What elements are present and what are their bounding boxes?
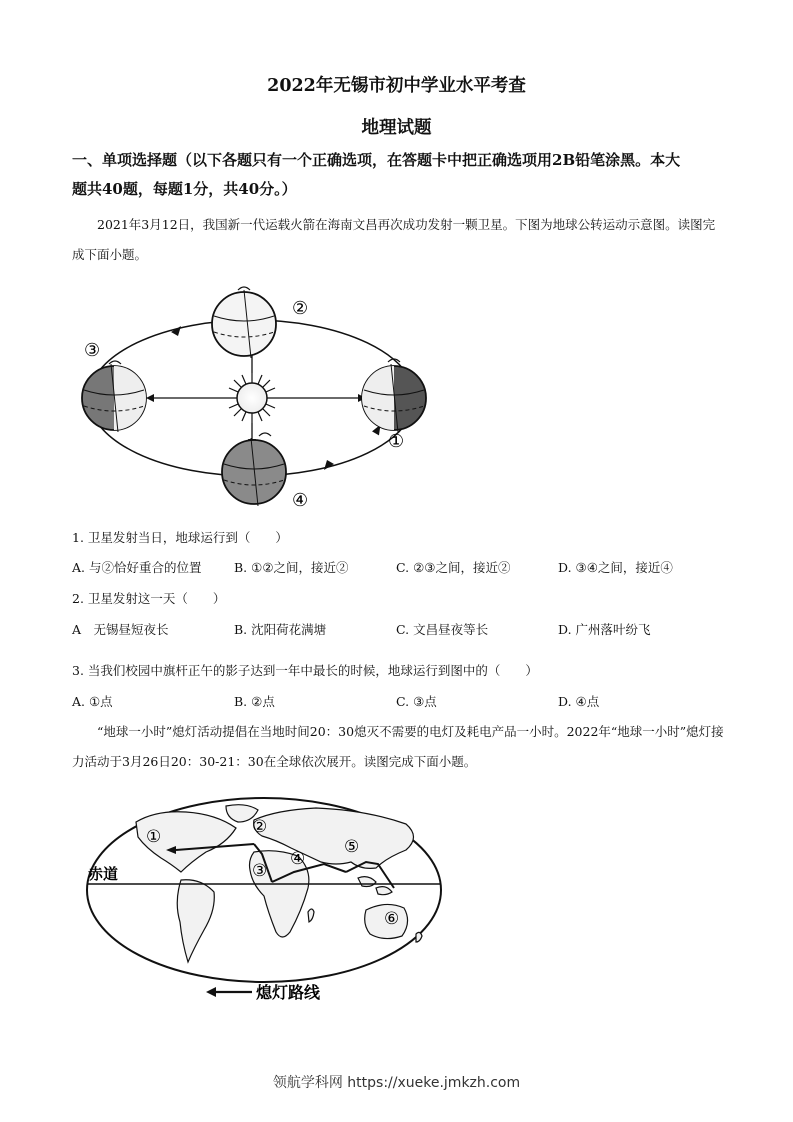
legend-label: 熄灯路线	[256, 983, 321, 1002]
q3-option-c[interactable]: C. ③点	[396, 694, 437, 709]
question-3-options	[72, 692, 732, 712]
route-label-3: ③	[252, 861, 268, 881]
route-label-6: ⑥	[384, 909, 400, 929]
route-label-2: ②	[252, 817, 268, 837]
earth-position-4	[222, 433, 286, 506]
passage-1: 2021年3月12日，我国新一代运载火箭在海南文昌再次成功发射一颗卫星。下图为地球公转运动示意图。读图完成下面小题。	[72, 217, 716, 262]
label-1: ①	[388, 431, 405, 452]
label-2: ②	[292, 298, 309, 319]
world-map-figure	[76, 792, 446, 1014]
question-1-options	[72, 558, 732, 578]
earth-position-3	[82, 361, 146, 432]
q1-option-a[interactable]: A. 与②恰好重合的位置	[72, 560, 202, 575]
route-label-1: ①	[146, 827, 162, 847]
label-4: ④	[292, 490, 309, 511]
question-2-options	[72, 620, 732, 640]
orbit-arrow-icon	[324, 460, 334, 470]
q1-option-d[interactable]: D. ③④之间，接近④	[558, 560, 673, 575]
question-3-stem: 3. 当我们校园中旗杆正午的影子达到一年中最长的时候，地球运行到图中的（ ）	[72, 663, 538, 678]
question-1-stem: 1. 卫星发射当日，地球运行到（ ）	[72, 530, 288, 545]
page-subtitle: 地理试题	[361, 118, 432, 138]
q3-option-d[interactable]: D. ④点	[558, 694, 600, 709]
q2-option-b[interactable]: B. 沈阳荷花满塘	[234, 622, 327, 637]
route-label-4: ④	[290, 849, 306, 869]
equator-label: 赤道	[88, 865, 119, 883]
orbit-arrow-icon	[171, 326, 181, 336]
route-label-5: ⑤	[344, 837, 360, 857]
legend	[206, 983, 321, 1002]
q2-option-c[interactable]: C. 文昌昼夜等长	[396, 622, 489, 637]
q2-option-a[interactable]: A 无锡昼短夜长	[72, 622, 169, 637]
label-3: ③	[84, 340, 101, 361]
question-2-stem: 2. 卫星发射这一天（ ）	[72, 591, 226, 606]
earth-position-1	[362, 359, 426, 432]
section-heading-line1: 一、单项选择题（以下各题只有一个正确选项，在答题卡中把正确选项用2B铅笔涂黑。本大	[72, 151, 681, 169]
q3-option-a[interactable]: A. ①点	[72, 694, 113, 709]
legend-arrow-icon	[206, 987, 216, 997]
section-heading-line2: 题共40题，每题1分，共40分。）	[72, 180, 297, 198]
q1-option-c[interactable]: C. ②③之间，接近②	[396, 560, 511, 575]
earth-orbit-figure	[76, 284, 446, 516]
earth-position-2	[212, 287, 276, 358]
footer-watermark: 领航学科网 https://xueke.jmkzh.com	[272, 1075, 521, 1091]
sun-icon	[227, 373, 277, 423]
passage-2: “地球一小时”熄灯活动提倡在当地时间20：30熄灭不需要的电灯及耗电产品一小时。2022年“地球一小时”熄灯接力活动于3月26日20：30-21：30在全球依次展开。读图完成下面小题。	[72, 724, 724, 769]
page-title: 2022年无锡市初中学业水平考查	[267, 76, 526, 96]
q3-option-b[interactable]: B. ②点	[234, 694, 275, 709]
q2-option-d[interactable]: D. 广州落叶纷飞	[558, 622, 651, 637]
q1-option-b[interactable]: B. ①②之间，接近②	[234, 560, 349, 575]
